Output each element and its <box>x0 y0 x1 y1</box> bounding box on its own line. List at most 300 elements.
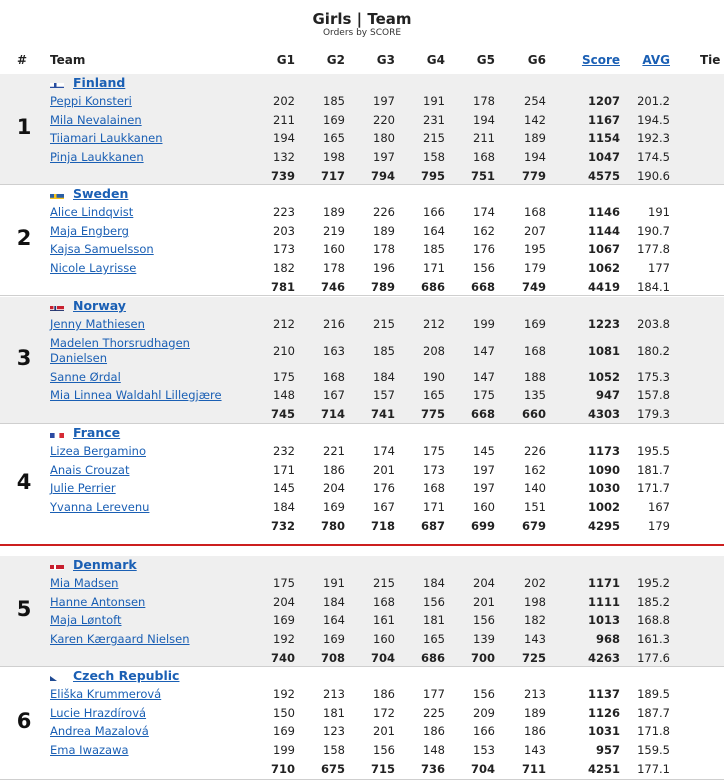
player-name-link[interactable]: Alice Lindqvist <box>50 205 134 219</box>
game-score-cell: 186 <box>423 724 445 739</box>
team-average: 179 <box>648 518 670 533</box>
player-total-score: 947 <box>595 388 620 403</box>
team-game-total: 715 <box>370 761 395 776</box>
game-score-cell: 148 <box>273 388 295 403</box>
game-score-cell: 167 <box>323 388 345 403</box>
team-game-total: 779 <box>521 168 546 183</box>
player-name-link[interactable]: Mia Madsen <box>50 576 119 590</box>
game-score-cell: 184 <box>323 594 345 609</box>
game-score-cell: 174 <box>473 205 495 219</box>
game-score-cell: 216 <box>323 317 345 331</box>
team-game-total: 745 <box>270 407 295 422</box>
game-score-cell: 173 <box>273 242 295 257</box>
game-score-cell: 166 <box>473 724 495 739</box>
game-score-cell: 201 <box>373 462 395 477</box>
flag-czech-republic-icon <box>50 671 64 681</box>
player-average: 203.8 <box>637 317 670 331</box>
game-score-cell: 147 <box>473 343 495 358</box>
player-total-score: 1173 <box>587 444 620 458</box>
team-game-total: 732 <box>270 518 295 533</box>
column-header-avg-sort-link[interactable]: AVG <box>642 53 670 67</box>
team-game-total: 668 <box>470 279 495 294</box>
game-score-cell: 215 <box>373 576 395 590</box>
player-name-link[interactable]: Mila Nevalainen <box>50 112 142 127</box>
game-score-cell: 151 <box>524 500 546 515</box>
team-game-total: 686 <box>420 650 445 665</box>
game-score-cell: 225 <box>423 705 445 720</box>
player-name-link[interactable] <box>50 336 190 366</box>
player-average: 195.2 <box>637 576 670 590</box>
team-total-score: 4303 <box>587 407 620 422</box>
player-total-score: 1062 <box>587 261 620 276</box>
player-name-link[interactable]: Peppi Konsteri <box>50 94 132 108</box>
game-score-cell: 168 <box>473 150 495 165</box>
flag-sweden-icon <box>50 189 64 199</box>
game-score-cell: 156 <box>423 594 445 609</box>
game-score-cell: 173 <box>423 462 445 477</box>
game-score-cell: 198 <box>524 594 546 609</box>
game-score-cell: 212 <box>273 317 295 331</box>
game-score-cell: 254 <box>524 94 546 108</box>
team-game-total: 795 <box>420 168 445 183</box>
player-name-line: Danielsen <box>50 350 108 365</box>
game-score-cell: 189 <box>323 205 345 219</box>
player-total-score: 1223 <box>587 317 620 331</box>
game-score-cell: 215 <box>423 131 445 146</box>
game-score-cell: 219 <box>323 223 345 238</box>
column-header-rank: # <box>17 53 28 67</box>
game-score-cell: 178 <box>373 242 395 257</box>
game-score-cell: 158 <box>323 743 345 758</box>
team-total-score: 4575 <box>587 168 620 183</box>
team-rank: 5 <box>16 597 32 621</box>
column-header-g5: G5 <box>476 53 495 67</box>
player-name-link[interactable]: Tiiamari Laukkanen <box>50 131 163 146</box>
team-game-total: 740 <box>270 650 295 665</box>
player-total-score: 1013 <box>587 613 620 628</box>
game-score-cell: 164 <box>423 223 445 238</box>
game-score-cell: 169 <box>323 500 345 515</box>
game-score-cell: 153 <box>473 743 495 758</box>
player-name-link[interactable]: Andrea Mazalová <box>50 724 149 739</box>
game-score-cell: 143 <box>524 743 546 758</box>
column-header-tie: Tie <box>700 53 721 67</box>
game-score-cell: 215 <box>373 317 395 331</box>
team-separator <box>0 295 724 296</box>
game-score-cell: 167 <box>373 500 395 515</box>
player-average: 159.5 <box>637 743 670 758</box>
team-rank: 6 <box>16 709 32 733</box>
game-score-cell: 165 <box>323 131 345 146</box>
game-score-cell: 211 <box>473 131 495 146</box>
team-block <box>0 424 724 544</box>
game-score-cell: 162 <box>473 223 495 238</box>
player-name-link[interactable]: Yvanna Lerevenu <box>50 500 150 515</box>
team-game-total: 794 <box>370 168 395 183</box>
game-score-cell: 210 <box>273 343 295 358</box>
game-score-cell: 172 <box>373 705 395 720</box>
game-score-cell: 198 <box>323 150 345 165</box>
player-name-link[interactable]: Hanne Antonsen <box>50 594 146 609</box>
team-total-score: 4295 <box>587 518 620 533</box>
game-score-cell: 177 <box>423 687 445 701</box>
player-average: 190.7 <box>637 223 670 238</box>
player-average: 187.7 <box>637 705 670 720</box>
flag-norway-icon <box>50 301 64 311</box>
game-score-cell: 171 <box>423 261 445 276</box>
game-score-cell: 180 <box>373 131 395 146</box>
player-total-score: 1111 <box>587 594 620 609</box>
player-average: 191 <box>648 205 670 219</box>
player-name-link[interactable]: Eliška Krummerová <box>50 687 162 701</box>
team-game-total: 700 <box>470 650 495 665</box>
qualification-cut-line <box>0 544 724 546</box>
player-average: 181.7 <box>637 462 670 477</box>
player-total-score: 1031 <box>587 724 620 739</box>
player-name-link[interactable]: Lizea Bergamino <box>50 444 146 458</box>
team-name-link[interactable]: France <box>73 425 121 440</box>
game-score-cell: 189 <box>524 131 546 146</box>
game-score-cell: 156 <box>473 687 495 701</box>
team-name-link[interactable]: Finland <box>73 75 126 90</box>
player-name-link[interactable]: Julie Perrier <box>50 481 116 496</box>
game-score-cell: 221 <box>323 444 345 458</box>
player-average: 171.7 <box>637 481 670 496</box>
game-score-cell: 211 <box>273 112 295 127</box>
player-average: 185.2 <box>637 594 670 609</box>
team-rank: 3 <box>16 346 32 370</box>
game-score-cell: 207 <box>524 223 546 238</box>
game-score-cell: 204 <box>323 481 345 496</box>
game-score-cell: 135 <box>524 388 546 403</box>
team-rank: 2 <box>16 226 32 250</box>
game-score-cell: 191 <box>323 576 345 590</box>
player-total-score: 1144 <box>587 223 620 238</box>
game-score-cell: 197 <box>473 481 495 496</box>
game-score-cell: 195 <box>524 242 546 257</box>
game-score-cell: 169 <box>273 613 295 628</box>
game-score-cell: 189 <box>524 705 546 720</box>
player-name-link[interactable]: Karen Kærgaard Nielsen <box>50 632 190 647</box>
game-score-cell: 199 <box>473 317 495 331</box>
game-score-cell: 201 <box>373 724 395 739</box>
game-score-cell: 194 <box>473 112 495 127</box>
game-score-cell: 143 <box>524 632 546 647</box>
player-name-link[interactable]: Ema Iwazawa <box>50 743 129 758</box>
game-score-cell: 161 <box>373 613 395 628</box>
game-score-cell: 158 <box>423 150 445 165</box>
player-average: 177 <box>648 261 670 276</box>
game-score-cell: 174 <box>373 444 395 458</box>
game-score-cell: 189 <box>373 223 395 238</box>
game-score-cell: 142 <box>524 112 546 127</box>
player-average: 201.2 <box>637 94 670 108</box>
game-score-cell: 184 <box>273 500 295 515</box>
game-score-cell: 171 <box>423 500 445 515</box>
flag-finland-icon <box>50 78 64 88</box>
team-game-total: 780 <box>320 518 345 533</box>
game-score-cell: 223 <box>273 205 295 219</box>
game-score-cell: 148 <box>423 743 445 758</box>
player-name-link[interactable]: Nicole Layrisse <box>50 261 137 276</box>
game-score-cell: 185 <box>323 94 345 108</box>
game-score-cell: 139 <box>473 632 495 647</box>
player-average: 175.3 <box>637 369 670 384</box>
team-game-total: 679 <box>521 518 546 533</box>
flag-denmark-icon <box>50 560 64 570</box>
game-score-cell: 168 <box>524 205 546 219</box>
game-score-cell: 188 <box>524 369 546 384</box>
column-header-g6: G6 <box>527 53 546 67</box>
player-total-score: 1126 <box>587 705 620 720</box>
team-name-link[interactable]: Denmark <box>73 557 137 572</box>
game-score-cell: 197 <box>373 94 395 108</box>
team-game-total: 704 <box>370 650 395 665</box>
team-block <box>0 556 724 666</box>
team-game-total: 749 <box>521 279 546 294</box>
player-average: 180.2 <box>637 343 670 358</box>
player-total-score: 1171 <box>587 576 620 590</box>
game-score-cell: 168 <box>423 481 445 496</box>
team-game-total: 741 <box>370 407 395 422</box>
team-game-total: 751 <box>470 168 495 183</box>
column-header-g1: G1 <box>276 53 295 67</box>
game-score-cell: 169 <box>323 632 345 647</box>
team-game-total: 717 <box>320 168 345 183</box>
player-total-score: 1030 <box>587 481 620 496</box>
team-game-total: 775 <box>420 407 445 422</box>
team-total-score: 4251 <box>587 761 620 776</box>
player-total-score: 1154 <box>587 131 620 146</box>
player-total-score: 1090 <box>587 462 620 477</box>
game-score-cell: 178 <box>323 261 345 276</box>
game-score-cell: 202 <box>524 576 546 590</box>
team-block <box>0 297 724 423</box>
team-block <box>0 185 724 295</box>
player-name-link[interactable]: Anais Crouzat <box>50 462 130 477</box>
team-game-total: 736 <box>420 761 445 776</box>
game-score-cell: 175 <box>423 444 445 458</box>
player-name-link[interactable]: Pinja Laukkanen <box>50 150 144 165</box>
player-total-score: 1002 <box>587 500 620 515</box>
game-score-cell: 178 <box>473 94 495 108</box>
player-total-score: 1081 <box>587 343 620 358</box>
team-game-total: 687 <box>420 518 445 533</box>
team-total-score: 4263 <box>587 650 620 665</box>
team-game-total: 725 <box>521 650 546 665</box>
game-score-cell: 164 <box>323 613 345 628</box>
game-score-cell: 165 <box>423 388 445 403</box>
game-score-cell: 175 <box>473 388 495 403</box>
player-average: 194.5 <box>637 112 670 127</box>
team-average: 179.3 <box>637 407 670 422</box>
column-header-g4: G4 <box>426 53 445 67</box>
player-name-link[interactable]: Kajsa Samuelsson <box>50 242 154 257</box>
team-average: 177.6 <box>637 650 670 665</box>
team-rank: 4 <box>16 470 32 494</box>
game-score-cell: 140 <box>524 481 546 496</box>
team-rank: 1 <box>16 115 32 139</box>
game-score-cell: 162 <box>524 462 546 477</box>
column-header-team: Team <box>50 53 86 67</box>
game-score-cell: 184 <box>373 369 395 384</box>
game-score-cell: 160 <box>323 242 345 257</box>
game-score-cell: 197 <box>473 462 495 477</box>
game-score-cell: 181 <box>323 705 345 720</box>
team-game-total: 714 <box>320 407 345 422</box>
game-score-cell: 220 <box>373 112 395 127</box>
player-average: 167 <box>648 500 670 515</box>
game-score-cell: 209 <box>473 705 495 720</box>
team-name-link[interactable]: Sweden <box>73 186 129 201</box>
player-average: 174.5 <box>637 150 670 165</box>
game-score-cell: 181 <box>423 613 445 628</box>
player-name-link[interactable]: Mia Linnea Waldahl Lillegjære <box>50 388 222 403</box>
game-score-cell: 231 <box>423 112 445 127</box>
game-score-cell: 156 <box>473 613 495 628</box>
game-score-cell: 194 <box>273 131 295 146</box>
team-game-total: 660 <box>521 407 546 422</box>
player-total-score: 1167 <box>587 112 620 127</box>
column-header-g3: G3 <box>376 53 395 67</box>
game-score-cell: 201 <box>473 594 495 609</box>
game-score-cell: 186 <box>524 724 546 739</box>
player-name-link[interactable]: Jenny Mathiesen <box>50 317 145 331</box>
player-total-score: 957 <box>595 743 620 758</box>
game-score-cell: 160 <box>473 500 495 515</box>
game-score-cell: 185 <box>423 242 445 257</box>
game-score-cell: 175 <box>273 576 295 590</box>
player-average: 168.8 <box>637 613 670 628</box>
game-score-cell: 192 <box>273 632 295 647</box>
game-score-cell: 145 <box>473 444 495 458</box>
game-score-cell: 184 <box>423 576 445 590</box>
game-score-cell: 212 <box>423 317 445 331</box>
game-score-cell: 190 <box>423 369 445 384</box>
game-score-cell: 175 <box>273 369 295 384</box>
game-score-cell: 165 <box>423 632 445 647</box>
game-score-cell: 132 <box>273 150 295 165</box>
game-score-cell: 163 <box>323 343 345 358</box>
game-score-cell: 186 <box>373 687 395 701</box>
game-score-cell: 176 <box>373 481 395 496</box>
team-game-total: 746 <box>320 279 345 294</box>
team-game-total: 668 <box>470 407 495 422</box>
page-title: Girls | Team <box>312 10 412 28</box>
game-score-cell: 199 <box>273 743 295 758</box>
game-score-cell: 197 <box>373 150 395 165</box>
game-score-cell: 204 <box>473 576 495 590</box>
game-score-cell: 185 <box>373 343 395 358</box>
team-game-total: 675 <box>320 761 345 776</box>
game-score-cell: 202 <box>273 94 295 108</box>
game-score-cell: 169 <box>524 317 546 331</box>
team-game-total: 699 <box>470 518 495 533</box>
player-average: 161.3 <box>637 632 670 647</box>
column-header-g2: G2 <box>326 53 345 67</box>
game-score-cell: 191 <box>423 94 445 108</box>
team-game-total: 718 <box>370 518 395 533</box>
team-average: 177.1 <box>637 761 670 776</box>
player-total-score: 1067 <box>587 242 620 257</box>
team-game-total: 704 <box>470 761 495 776</box>
game-score-cell: 182 <box>524 613 546 628</box>
game-score-cell: 166 <box>423 205 445 219</box>
player-average: 171.8 <box>637 724 670 739</box>
player-total-score: 1047 <box>587 150 620 165</box>
column-header-score-sort-link[interactable]: Score <box>581 53 620 67</box>
team-game-total: 711 <box>521 761 546 776</box>
flag-france-icon <box>50 428 64 438</box>
team-block <box>0 667 724 779</box>
game-score-cell: 171 <box>273 462 295 477</box>
team-game-total: 686 <box>420 279 445 294</box>
game-score-cell: 156 <box>373 743 395 758</box>
team-average: 190.6 <box>637 168 670 183</box>
game-score-cell: 169 <box>323 112 345 127</box>
game-score-cell: 204 <box>273 594 295 609</box>
player-average: 189.5 <box>637 687 670 701</box>
game-score-cell: 150 <box>273 705 295 720</box>
page-subtitle: Orders by SCORE <box>322 28 402 38</box>
game-score-cell: 145 <box>273 481 295 496</box>
team-game-total: 781 <box>270 279 295 294</box>
game-score-cell: 156 <box>473 261 495 276</box>
player-total-score: 1207 <box>587 94 620 108</box>
game-score-cell: 176 <box>473 242 495 257</box>
game-score-cell: 123 <box>323 724 345 739</box>
player-name-link[interactable]: Maja Løntoft <box>50 613 122 628</box>
player-average: 195.5 <box>637 444 670 458</box>
team-block <box>0 74 724 184</box>
game-score-cell: 203 <box>273 223 295 238</box>
player-average: 177.8 <box>637 242 670 257</box>
player-name-link[interactable]: Maja Engberg <box>50 223 129 238</box>
game-score-cell: 157 <box>373 388 395 403</box>
player-name-link[interactable]: Lucie Hrazdírová <box>50 705 147 720</box>
game-score-cell: 186 <box>323 462 345 477</box>
team-total-score: 4419 <box>587 279 620 294</box>
game-score-cell: 208 <box>423 343 445 358</box>
game-score-cell: 194 <box>524 150 546 165</box>
team-name-link[interactable]: Czech Republic <box>73 668 180 683</box>
player-total-score: 1052 <box>587 369 620 384</box>
player-average: 192.3 <box>637 131 670 146</box>
game-score-cell: 168 <box>524 343 546 358</box>
team-name-link[interactable]: Norway <box>73 298 126 313</box>
player-total-score: 1137 <box>587 687 620 701</box>
game-score-cell: 226 <box>373 205 395 219</box>
game-score-cell: 160 <box>373 632 395 647</box>
player-total-score: 968 <box>595 632 620 647</box>
team-average: 184.1 <box>637 279 670 294</box>
team-game-total: 739 <box>270 168 295 183</box>
game-score-cell: 168 <box>373 594 395 609</box>
game-score-cell: 147 <box>473 369 495 384</box>
game-score-cell: 179 <box>524 261 546 276</box>
game-score-cell: 232 <box>273 444 295 458</box>
player-name-link[interactable]: Sanne Ørdal <box>50 369 121 384</box>
game-score-cell: 168 <box>323 369 345 384</box>
game-score-cell: 182 <box>273 261 295 276</box>
player-average: 157.8 <box>637 388 670 403</box>
game-score-cell: 169 <box>273 724 295 739</box>
player-name-line: Madelen Thorsrudhagen <box>50 335 190 350</box>
game-score-cell: 196 <box>373 261 395 276</box>
game-score-cell: 213 <box>323 687 345 701</box>
player-total-score: 1146 <box>587 205 620 219</box>
game-score-cell: 192 <box>273 687 295 701</box>
